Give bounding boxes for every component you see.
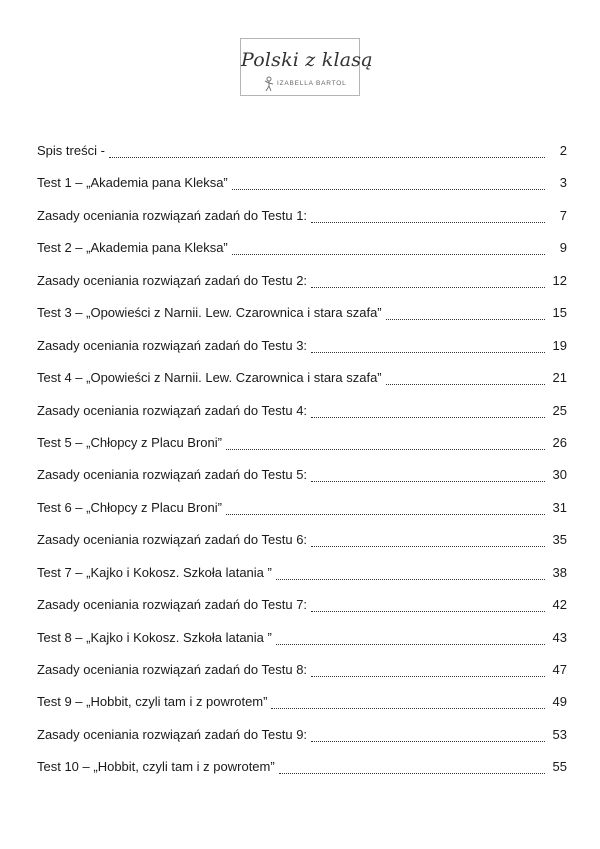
toc-dot-leader [311, 401, 545, 418]
toc-entry-page-number: 30 [552, 467, 567, 483]
toc-entry-title: Test 10 – „Hobbit, czyli tam i z powrotem” [37, 759, 275, 775]
toc-entry[interactable] [37, 660, 567, 692]
toc-entry[interactable] [37, 368, 567, 400]
toc-dot-leader [279, 757, 545, 774]
toc-dot-leader [109, 141, 545, 158]
toc-entry-page-number: 35 [552, 532, 567, 548]
toc-dot-leader [232, 238, 545, 255]
toc-entry-page-number: 38 [552, 564, 567, 580]
logo-script-text: Polski z klasą [241, 49, 373, 71]
toc-entry[interactable] [37, 206, 567, 238]
toc-entry-title: Zasady oceniania rozwiązań zadań do Testu 9: [37, 726, 308, 742]
toc-dot-leader [311, 336, 545, 353]
logo [240, 38, 373, 96]
toc-dot-leader [311, 530, 545, 547]
toc-entry-page-number: 49 [552, 694, 567, 710]
toc-entry-page-number: 19 [552, 337, 567, 353]
toc-dot-leader [311, 595, 545, 612]
toc-dot-leader [226, 498, 545, 515]
toc-dot-leader [386, 303, 545, 320]
toc-entry-title: Spis treści - [37, 143, 105, 158]
toc-entry[interactable] [37, 173, 567, 205]
toc-entry-page-number: 12 [552, 272, 567, 288]
toc-entry-title: Test 7 – „Kajko i Kokosz. Szkoła latania ” [37, 564, 272, 580]
toc-entry-title: Zasady oceniania rozwiązań zadań do Testu 5: [37, 467, 308, 483]
toc-dot-leader [311, 660, 545, 677]
toc-entry[interactable] [37, 628, 567, 660]
toc-entry-title: Zasady oceniania rozwiązań zadań do Testu 4: [37, 402, 308, 418]
toc-entry[interactable] [37, 433, 567, 465]
toc-entry[interactable] [37, 141, 567, 173]
toc-entry-title: Test 6 – „Chłopcy z Placu Broni” [37, 499, 222, 515]
toc-entry-page-number: 3 [559, 175, 567, 191]
table-of-contents [37, 141, 567, 790]
toc-dot-leader [226, 433, 545, 450]
toc-entry[interactable] [37, 498, 567, 530]
toc-entry-page-number: 9 [559, 240, 567, 256]
toc-entry-page-number: 25 [552, 402, 567, 418]
toc-entry-title: Test 5 – „Chłopcy z Placu Broni” [37, 434, 222, 450]
toc-entry[interactable] [37, 757, 567, 789]
toc-entry[interactable] [37, 595, 567, 627]
toc-entry[interactable] [37, 336, 567, 368]
toc-entry-title: Zasady oceniania rozwiązań zadań do Testu 3: [37, 337, 308, 353]
toc-entry-page-number: 15 [552, 305, 567, 321]
toc-entry-title: Test 1 – „Akademia pana Kleksa” [37, 175, 228, 191]
toc-entry-page-number: 43 [552, 629, 567, 645]
toc-entry[interactable] [37, 303, 567, 335]
toc-dot-leader [311, 271, 545, 288]
toc-entry-page-number: 42 [552, 597, 567, 613]
toc-entry-title: Test 4 – „Opowieści z Narnii. Lew. Czarownica i stara szafa” [37, 370, 382, 386]
toc-entry[interactable] [37, 271, 567, 303]
toc-entry-title: Test 2 – „Akademia pana Kleksa” [37, 240, 228, 256]
logo-author: IZABELLA BARTOL [277, 80, 347, 87]
toc-dot-leader [311, 465, 545, 482]
toc-dot-leader [276, 563, 545, 580]
toc-entry-title: Test 8 – „Kajko i Kokosz. Szkoła latania ” [37, 629, 272, 645]
toc-entry[interactable] [37, 692, 567, 724]
stick-figure-icon [263, 76, 275, 92]
toc-entry[interactable] [37, 725, 567, 757]
toc-entry-title: Zasady oceniania rozwiązań zadań do Testu 6: [37, 532, 308, 548]
toc-entry-title: Zasady oceniania rozwiązań zadań do Testu 8: [37, 662, 308, 677]
toc-entry-page-number: 26 [552, 434, 567, 450]
toc-entry[interactable] [37, 465, 567, 497]
toc-dot-leader [232, 173, 545, 190]
toc-entry-title: Test 9 – „Hobbit, czyli tam i z powrotem” [37, 694, 268, 710]
toc-dot-leader [276, 628, 545, 645]
toc-entry-title: Zasady oceniania rozwiązań zadań do Testu 1: [37, 207, 308, 223]
toc-dot-leader [386, 368, 545, 385]
toc-dot-leader [311, 725, 545, 742]
toc-dot-leader [311, 206, 545, 223]
toc-entry-page-number: 7 [559, 207, 567, 223]
toc-entry[interactable] [37, 563, 567, 595]
toc-entry[interactable] [37, 530, 567, 562]
toc-entry-page-number: 31 [552, 499, 567, 515]
toc-entry-page-number: 47 [552, 662, 567, 677]
toc-entry-title: Test 3 – „Opowieści z Narnii. Lew. Czarownica i stara szafa” [37, 305, 382, 321]
toc-entry-title: Zasady oceniania rozwiązań zadań do Testu 7: [37, 597, 308, 613]
toc-entry-page-number: 21 [552, 370, 567, 386]
toc-entry[interactable] [37, 238, 567, 270]
toc-entry-title: Zasady oceniania rozwiązań zadań do Testu 2: [37, 272, 308, 288]
toc-entry-page-number: 53 [552, 726, 567, 742]
toc-entry-page-number: 2 [559, 143, 567, 158]
toc-dot-leader [271, 692, 545, 709]
toc-entry[interactable] [37, 401, 567, 433]
toc-entry-page-number: 55 [552, 759, 567, 775]
